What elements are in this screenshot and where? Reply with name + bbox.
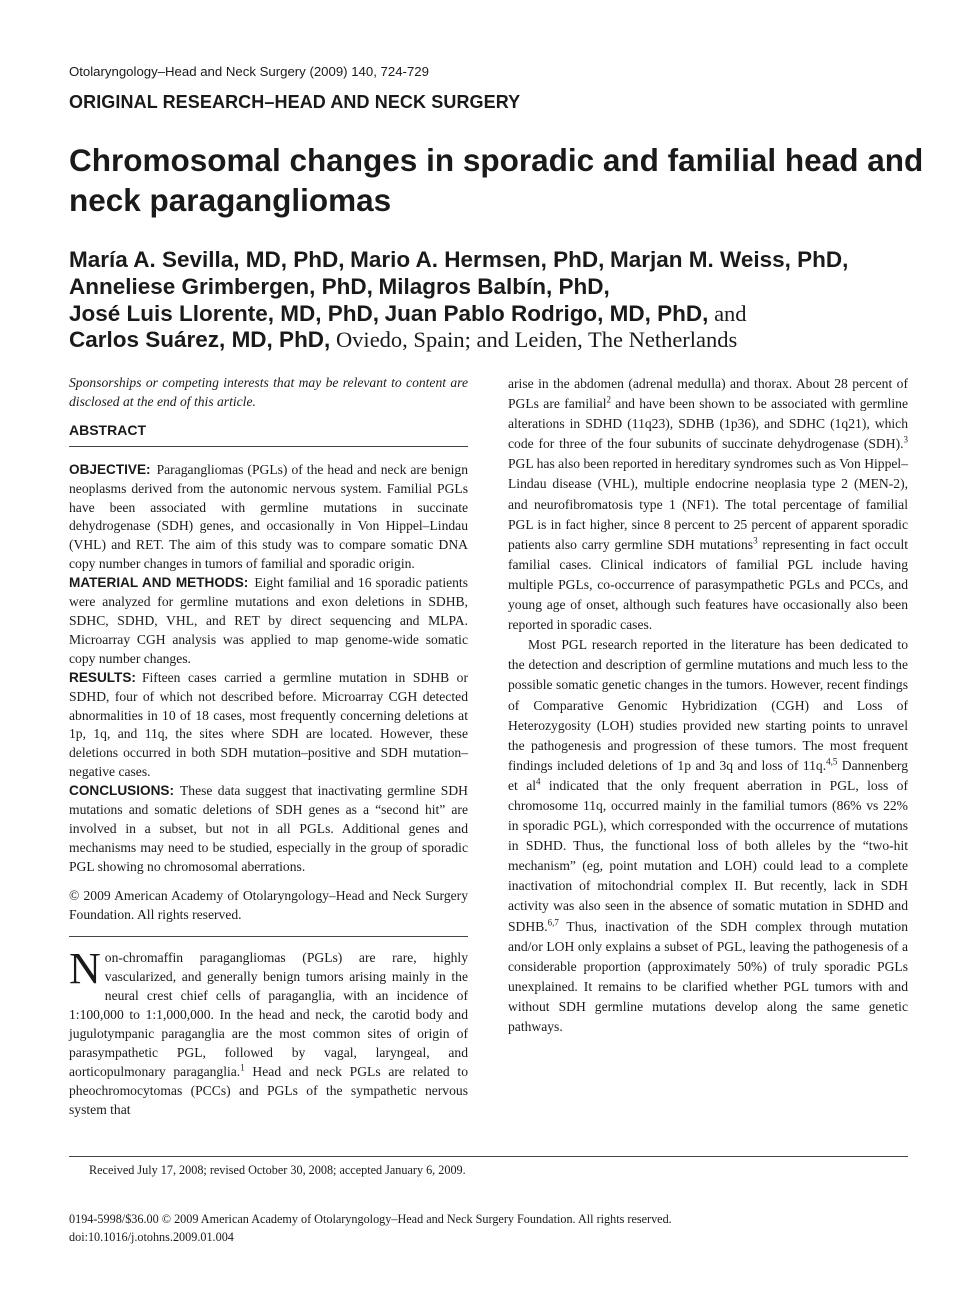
footer-block [69, 1211, 672, 1246]
journal-citation: Otolaryngology–Head and Neck Surgery (2009) 140, 724-729 [69, 64, 429, 79]
doi-link[interactable]: doi:10.1016/j.otohns.2009.01.004 [69, 1229, 234, 1244]
author-name: Anneliese Grimbergen, PhD, [69, 273, 373, 299]
intro-text: on-chromaffin paragangliomas (PGLs) are rare, highly vascularized, and generally benign tumors arising mainly in the neural crest chief cells of paraganglia, with an incidence of 1:100,000 to 1:1,000,000. In the head and neck, the carotid body and jugulotympanic paraganglia are the most common sites of origin of parasympathetic PGL, followed by vagal, laryngeal, and aorticopulmonary paraganglia. [69, 950, 468, 1079]
abstract-objective [69, 461, 468, 574]
reference-marker[interactable]: 3 [903, 434, 908, 445]
reference-marker[interactable]: 1 [240, 1062, 245, 1073]
author-name: María A. Sevilla, MD, PhD, [69, 247, 345, 272]
reference-marker[interactable]: 6,7 [547, 917, 559, 927]
objective-label: OBJECTIVE: [69, 461, 151, 477]
left-column [69, 374, 468, 1120]
copyright-notice: © 2009 American Academy of Otolaryngology–Head and Neck Surgery Foundation. All rights reserved. [69, 887, 468, 938]
drop-cap: N [69, 944, 101, 994]
author-name: Mario A. Hermsen, PhD, [350, 247, 605, 272]
body-text: Most PGL research reported in the literature has been dedicated to the detection and description of germline mutations and much less to the possible somatic genetic changes in the tumors. However, recent findings of Comparative Genomic Hybridization (CGH) and Loss of Heterozygosity (LOH) studies provided new starting points to unravel the pathogenesis and progression of these tumors. The most frequent findings included deletions of 1p and 3q and loss of 11q. [508, 637, 908, 773]
sponsorship-note: Sponsorships or competing interests that may be relevant to content are disclosed at the end of this article. [69, 375, 468, 409]
body-text: arise in the abdomen (adrenal medulla) and thorax. About 28 percent of PGLs are familial [508, 376, 908, 412]
body-paragraph [508, 635, 908, 1037]
body-text: Dannenberg et al [508, 757, 908, 793]
author-conjunction: and [714, 300, 747, 326]
abstract-results [69, 669, 468, 782]
received-dates: Received July 17, 2008; revised October 30, 2008; accepted January 6, 2009. [89, 1163, 466, 1177]
reference-marker[interactable]: 2 [606, 394, 611, 405]
objective-text: Paragangliomas (PGLs) of the head and neck are benign neoplasms derived from the autonomic nervous system. Familial PGLs have been associated with germline mutations in succinate dehydrogenase (SDH) genes, and occasionally in Von Hippel–Lindau (VHL) and RET. The aim of this study was to compare somatic DNA copy number changes in tumors of familial and sporadic origin. [69, 461, 468, 572]
body-text: indicated that the only frequent aberration in PGL, loss of chromosome 11q, occurred mainly in the familial tumors (86% vs 22% in sporadic PGL), which corresponded with the occurrence of mutations in SDHD. Thus, the functional loss of both alleles by the “two-hit mechanism” (eg, point mutation and LOH) could lead to a complete inactivation of mitochondrial complex II. But recently, lack in SDH activity was also seen in the absence of somatic mutation in SDHD and SDHB. [508, 777, 908, 934]
intro-text: Head and neck PGLs are related to pheochromocytomas (PCCs) and PGLs of the sympathetic nervous system that [69, 1063, 468, 1117]
affiliation-place: Oviedo, Spain; and Leiden, The Netherlands [335, 327, 738, 353]
body-text: representing in fact occult familial cases. Clinical indicators of familial PGL include having multiple PGLs, co-occurrence of parasympathetic PGLs and PCCs, and young age of onset, although such features have occasionally also been reported in sporadic cases. [508, 536, 908, 633]
article-title: Chromosomal changes in sporadic and familial head and neck paragangliomas [69, 142, 924, 218]
author-name: Juan Pablo Rodrigo, MD, PhD, [384, 300, 709, 326]
body-text: Thus, inactivation of the SDH complex through mutation and/or LOH only explains a subset of PGL, leaving the pathogenesis of a considerable proportion (approximately 50%) of truly sporadic PGLs unexplained. It remains to be clarified whether PGL tumors with and without SDH germline mutations develop along the same genetic pathways. [508, 918, 908, 1034]
author-name: Carlos Suárez, MD, PhD, [69, 327, 331, 353]
author-name: Milagros Balbín, PhD, [378, 273, 610, 299]
abstract-heading: ABSTRACT [69, 421, 468, 447]
intro-paragraph [69, 944, 468, 1119]
author-name: José Luis Llorente, MD, PhD, [69, 300, 380, 326]
abstract-methods [69, 574, 468, 669]
abstract-body [69, 447, 468, 877]
methods-text: Eight familial and 16 sporadic patients were analyzed for germline mutations and exon deletions in SDHB, SDHC, SDHD, VHL, and RET by direct sequencing and MLPA. Microarray CGH analysis was applied to map genome-wide somatic copy number changes. [69, 575, 468, 666]
body-paragraph [508, 374, 908, 635]
body-text: and have been shown to be associated with germline alterations in SDHD (11q23), SDHB (1p36), and SDHC (1q21), which code for three of the four subunits of succinate dehydrogenase (SDH). [508, 396, 909, 452]
abstract-conclusions [69, 782, 468, 877]
issn-copyright: 0194-5998/$36.00 © 2009 American Academy of Otolaryngology–Head and Neck Surgery Foundation. All rights reserved. [69, 1212, 672, 1226]
author-list [69, 247, 949, 354]
reference-marker[interactable]: 4,5 [826, 756, 838, 767]
footer-divider [69, 1156, 908, 1157]
conclusions-label: CONCLUSIONS: [69, 783, 174, 799]
methods-label: MATERIAL AND METHODS: [69, 575, 249, 591]
author-name: Marjan M. Weiss, PhD, [609, 247, 849, 272]
right-column [508, 374, 908, 1037]
section-label: ORIGINAL RESEARCH–HEAD AND NECK SURGERY [69, 92, 521, 112]
reference-marker[interactable]: 4 [536, 776, 541, 787]
results-label: RESULTS: [69, 669, 136, 685]
conclusions-text: These data suggest that inactivating germline SDH mutations and somatic deletions of SDH genes as a “second hit” are involved in a subset, but not in all PGLs. Additional genes and mechanisms may need to be studied, especially in the group of sporadic PGL showing no chromosomal aberrations. [69, 783, 468, 874]
results-text: Fifteen cases carried a germline mutation in SDHB or SDHD, four of which not described before. Microarray CGH detected abnormalities in 10 of 18 cases, most frequently concerning deletions at 1p, 1q, and 11q, the sites where SDH are located. However, these deletions occurred in both SDH mutation–positive and SDH mutation–negative cases. [69, 669, 468, 780]
body-text: PGL has also been reported in hereditary syndromes such as Von Hippel–Lindau disease (VHL), multiple endocrine neoplasia type 2 (MEN-2), and neurofibromatosis type 1 (NF1). The total percentage of familial PGL is in fact higher, since 8 percent to 25 percent of apparent sporadic patients also carry germline SDH mutations [508, 456, 908, 552]
reference-marker[interactable]: 3 [753, 535, 758, 546]
